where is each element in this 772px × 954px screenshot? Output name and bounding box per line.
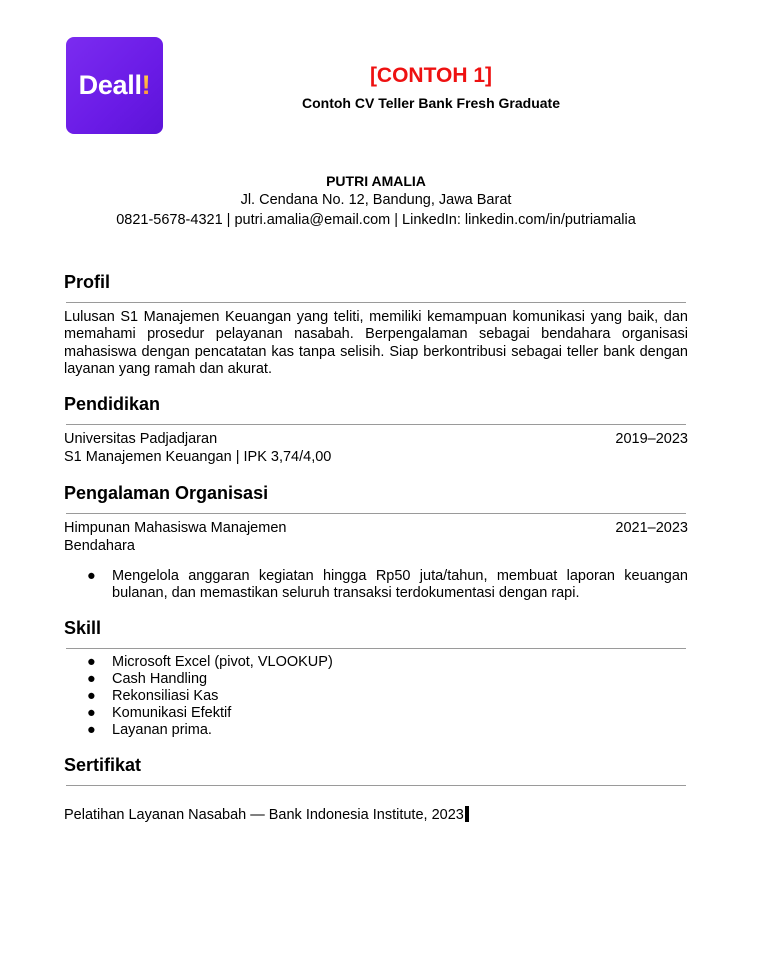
section-profil bbox=[64, 270, 688, 378]
section-divider bbox=[66, 513, 686, 514]
skill-list bbox=[64, 654, 688, 739]
section-organisasi bbox=[64, 481, 688, 601]
organisation-name: Himpunan Mahasiswa Manajemen bbox=[64, 520, 287, 537]
section-divider bbox=[66, 785, 686, 786]
section-pendidikan bbox=[64, 392, 688, 466]
section-title-pendidikan: Pendidikan bbox=[64, 394, 161, 415]
section-divider bbox=[66, 302, 686, 303]
list-item: ● Rekonsiliasi Kas bbox=[87, 687, 219, 704]
list-item: ● Microsoft Excel (pivot, VLOOKUP) bbox=[87, 653, 333, 670]
bullet-icon: ● bbox=[87, 704, 96, 721]
candidate-name: PUTRI AMALIA bbox=[326, 173, 426, 189]
organisation-role: Bendahara bbox=[64, 537, 135, 554]
organisation-row bbox=[64, 520, 688, 538]
education-detail: S1 Manajemen Keuangan | IPK 3,74/4,00 bbox=[64, 448, 332, 465]
section-title-organisasi: Pengalaman Organisasi bbox=[64, 483, 269, 504]
banner-subtitle: Contoh CV Teller Bank Fresh Graduate bbox=[301, 95, 560, 111]
organisation-years: 2021–2023 bbox=[615, 520, 688, 537]
candidate-address: Jl. Cendana No. 12, Bandung, Jawa Barat bbox=[240, 192, 512, 208]
education-institution: Universitas Padjadjaran bbox=[64, 431, 218, 448]
section-title-profil: Profil bbox=[64, 272, 111, 292]
certificate-item: Pelatihan Layanan Nasabah — Bank Indonesia Institute, 2023 bbox=[64, 806, 688, 825]
bullet-icon: ● bbox=[87, 687, 96, 704]
list-item: ● Komunikasi Efektif bbox=[87, 704, 232, 721]
organisation-bullets bbox=[64, 568, 688, 602]
text-cursor bbox=[465, 806, 469, 822]
cv-body bbox=[64, 270, 688, 824]
education-years: 2019–2023 bbox=[615, 431, 688, 448]
profil-text: Lulusan S1 Manajemen Keuangan yang teliti, memiliki kemampuan komunikasi yang baik, dan memahami prosedur pelayanan nasabah. Berpengalaman sebagai bendahara organisasi mahasiswa dengan pencatatan kas tanpa selisih. Siap berkontribusi sebagai teller bank dengan layanan yang ramah dan akurat. bbox=[64, 309, 688, 377]
section-divider bbox=[66, 424, 686, 425]
education-row bbox=[64, 431, 688, 449]
candidate-contact: 0821-5678-4321 | putri.amalia@email.com | LinkedIn: linkedin.com/in/putriamalia bbox=[116, 211, 636, 228]
section-title-sertifikat: Sertifikat bbox=[64, 754, 142, 775]
bullet-icon: ● bbox=[87, 653, 96, 670]
section-divider bbox=[66, 648, 686, 649]
bullet-icon: ● bbox=[87, 567, 96, 584]
bullet-icon: ● bbox=[87, 670, 96, 687]
cv-header bbox=[0, 172, 752, 230]
logo-text: Deall! bbox=[78, 70, 151, 100]
list-item: ● Cash Handling bbox=[87, 670, 208, 687]
list-item: ● Layanan prima. bbox=[87, 721, 212, 738]
section-skill bbox=[64, 616, 688, 739]
bullet-icon: ● bbox=[87, 721, 96, 738]
banner-title: [CONTOH 1] bbox=[369, 64, 493, 87]
section-title-skill: Skill bbox=[64, 617, 102, 638]
section-sertifikat bbox=[64, 753, 688, 825]
list-item: ● Mengelola anggaran kegiatan hingga Rp50 juta/tahun, membuat laporan keuangan bulanan, dan memastikan seluruh transaksi terdokumentasi dengan rapi. bbox=[87, 567, 688, 601]
